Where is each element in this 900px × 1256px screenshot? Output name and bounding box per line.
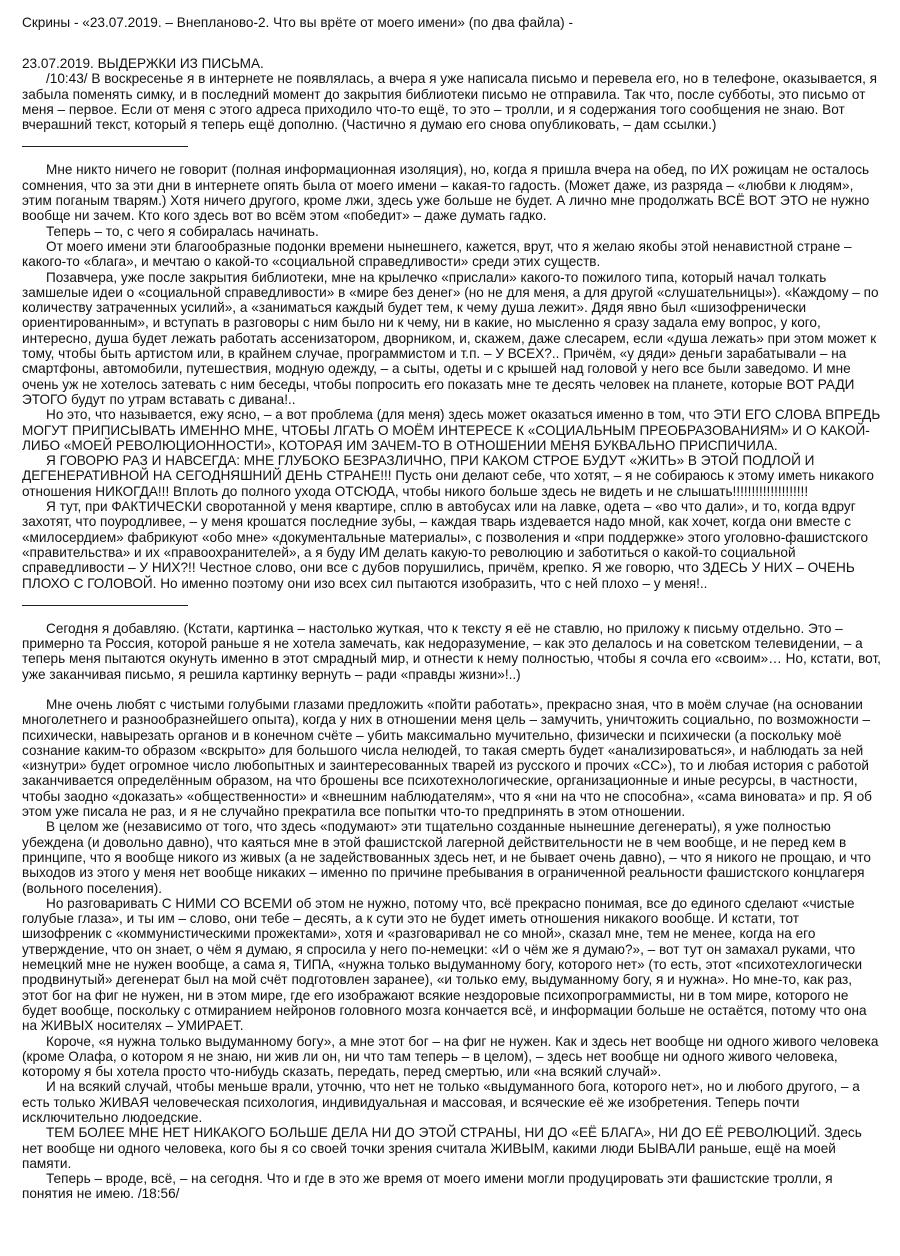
- paragraph-13: Короче, «я нужна только выдуманному богу», а мне этот бог – на фиг не нужен. Как и здесь нет вообще ни одного живого человека (кроме Олафа, о котором я не знаю, ни жив ли он, ни что там теперь – в целом), – здесь нет вообще ни одного живого человека, которому я бы хотела просто что-нибудь сказать, передать, перед смертью, или «на всякий случай».: [22, 1033, 879, 1080]
- paragraph-12: Но разговаривать С НИМИ СО ВСЕМИ об этом не нужно, потому что, всё прекрасно понимая, все до единого сделают «чистые голубые глаза», и ты им – слово, они тебе – десять, а к сути это не будет иметь отношения никакого вообще. И кстати, тот шизофреник с «коммунистическими прожектами», хотя и «разговаривал не со мной», сказал мне, тем не менее, когда на его утверждение, что он знает, о чём я думаю, я спросила у него по-немецки: «И о чём же я думаю?», – вот тут он замахал руками, что немецкий мне не нужен вообще, а сама я, ТИПА, «нужна только выдуманному богу, которого нет» (то есть, этот «психотехлогически продвинутый» дегенерат был на мой счёт подготовлен заранее), «и только ему, выдуманному богу, я и нужна». Но мне-то, как раз, этот бог на фиг не нужен, ни в этом мире, где его изображают всякие нездоровые психопрограммисты, ни в том мире, которого не будет вообще, поскольку с отмиранием нейронов головного мозга кончается всё, и информации больше не остаётся, потому что она на ЖИВЫХ носителях – УМИРАЕТ.: [22, 895, 867, 1034]
- section-divider: [22, 146, 188, 147]
- paragraph-9: Сегодня я добавляю. (Кстати, картинка – настолько жуткая, что к тексту я её не ставлю, но приложу к письму отдельно. Это – примерно та Россия, которой раньше я не хотела замечать, как недоразумение, – как это делалось и на советском телевидении, – а теперь меня пытаются окунуть именно в этот смрадный мир, и отнести к нему полностью, чтобы я сочла его «своим»… Но, кстати, вот, уже заканчивая письмо, я решила картинку вернуть – ради «правды жизни»!..): [22, 620, 881, 682]
- section-divider: [22, 605, 188, 606]
- paragraph-3: Теперь – то, с чего я собиралась начинать.: [46, 223, 319, 239]
- paragraph-4: От моего имени эти благообразные подонки времени нынешнего, кажется, врут, что я желаю якобы этой ненавистной стране – какого-то «блага», и мечтаю о какой-то «социальной справедливости» среди этих существ.: [22, 238, 852, 270]
- paragraph-1: /10:43/ В воскресенье я в интернете не появлялась, а вчера я уже написала письмо и перевела его, но в телефоне, оказывается, я забыла поменять симку, и в последний момент до закрытия библиотеки письмо не отправила. Так что, после субботы, это письмо от меня – первое. Если от меня с этого адреса приходило что-то ещё, то это – тролли, и я содержания того сообщения не знаю. Вот вчерашний текст, который я теперь ещё дополню. (Частично я думаю его снова опубликовать, – дам ссылки.): [22, 71, 878, 133]
- paragraph-7: Я ГОВОРЮ РАЗ И НАВСЕГДА: МНЕ ГЛУБОКО БЕЗРАЗЛИЧНО, ПРИ КАКОМ СТРОЕ БУДУТ «ЖИТЬ» В ЭТОЙ ПОДЛОЙ И ДЕГЕНЕРАТИВНОЙ НА СЕГОДНЯШНИЙ ДЕНЬ СТРАНЕ!!! Пусть они делают себе, что хотят, – я не собираюсь к этому иметь никакого отношения НИКОГДА!!! Вплоть до полного ухода ОТСЮДА, чтобы никого больше здесь не видеть и не слышать!!!!!!!!!!!!!!!!!!!!: [22, 453, 874, 499]
- paragraph-2: Мне никто ничего не говорит (полная информационная изоляция), но, когда я пришла вчера на обед, по ИХ рожицам не осталось сомнения, что за эти дни в интернете опять была от моего имени – какая-то гадость. (Может даже, из разряда – «любви к людям», этим поганым тварям.) Хотя ничего другого, кроме лжи, здесь уже больше не будет. А лично мне продолжать ВСЁ ВОТ ЭТО не нужно вообще ни зачем. Кто кого здесь вот во всём этом «победит» – даже думать гадко.: [22, 162, 870, 224]
- paragraph-8: Я тут, при ФАКТИЧЕСКИ своротанной у меня квартире, сплю в автобусах или на лавке, одета – «во что дали», и то, когда вдруг захотят, что поуродливее, – у меня крошатся последние зубы, – каждая тварь издевается надо мной, как хочет, когда они вместе с «милосердием» фабрикуют «обо мне» «документальные материалы», с позволения и «при поддержке» этого уголовно-фашистского «правительства» и их «правоохранителей», а я буду ИМ делать какую-то революцию и заботиться о какой-то социальной справедливости – У НИХ?!! Честное слово, они все с дубов порушились, причём, крепко. Я же говорю, что ЗДЕСЬ У НИХ – ОЧЕНЬ ПЛОХО С ГОЛОВОЙ. Но именно поэтому они изо всех сил пытаются изобразить, что с ней плохо – у меня!..: [22, 499, 869, 591]
- paragraph-15: ТЕМ БОЛЕЕ МНЕ НЕТ НИКАКОГО БОЛЬШЕ ДЕЛА НИ ДО ЭТОЙ СТРАНЫ, НИ ДО «ЕЁ БЛАГА», НИ ДО ЕЁ РЕВОЛЮЦИЙ. Здесь нет вообще ни одного человека, кого бы я со своей точки зрения считала ЖИВЫМ, какими люди БЫВАЛИ раньше, ещё на моей памяти.: [22, 1125, 862, 1171]
- paragraph-5: Позавчера, уже после закрытия библиотеки, мне на крылечко «прислали» какого-то пожилого типа, который начал толкать замшелые идеи о «социальной справедливости» в «мире без денег» (но не для меня, а для другой «слушательницы»). «Каждому – по количеству затраченных усилий», а «заниматься каждый будет тем, к чему душа лежит». Дядя явно был «шизофренически ориентированным», и вступать в разговоры с ним было ни к чему, ни в какие, но мысленно я сразу задала ему вопрос, у кого, интересно, душа будет лежать работать ассенизатором, дворником, и, скажем, даже слесарем, если «душа лежать» при этом может к тому, чтобы быть артистом или, в крайнем случае, программистом и т.п. – У ВСЕХ?.. Причём, «у дяди» деньги зарабатывали – на смартфоны, автомобили, путешествия, модную одежду, – а сыты, одеты и с крышей над головой у него все были заведомо. И мне очень уж не хотелось затевать с ним беседы, чтобы попросить его показать мне те десять человек на планете, которые ВОТ РАДИ ЭТОГО будут по утрам вставать с дивана!..: [22, 269, 879, 407]
- paragraph-14: И на всякий случай, чтобы меньше врали, уточню, что нет не только «выдуманного бога, которого нет», но и любого другого, – а есть только ЖИВАЯ человеческая психология, индивидуальная и массовая, и всяческие её же изобретения. Теперь почти исключительно людоедские.: [22, 1079, 860, 1125]
- paragraph-11: В целом же (независимо от того, что здесь «подумают» эти тщательно созданные нынешние дегенераты), я уже полностью убеждена (и довольно давно), что каяться мне в этой фашистской лагерной действительности не в чем вообще, и не перед кем в принципе, что я вообще никого из живых (а не задействованных здесь нет, и не бывает очень давно), – что я никого не прощаю, и что выходов из этого у меня нет вообще никаких – именно по причине пребывания в ограниченной реальности фашистского концлагеря (вольного поселения).: [22, 819, 871, 896]
- paragraph-gap: [22, 682, 882, 697]
- paragraph-6: Но это, что называется, ежу ясно, – а вот проблема (для меня) здесь может оказаться именно в том, что ЭТИ ЕГО СЛОВА ВПРЕДЬ МОГУТ ПРИПИСЫВАТЬ ИМЕННО МНЕ, ЧТОБЫ ЛГАТЬ О МОЁМ ИНТЕРЕСЕ К «СОЦИАЛЬНЫМ ПРЕОБРАЗОВАНИЯМ» И О КАКОЙ-ЛИБО «МОЕЙ РЕВОЛЮЦИОННОСТИ», КОТОРАЯ ИМ ЗАЧЕМ-ТО В ОТНОШЕНИИ МЕНЯ БУКВАЛЬНО ПРИСПИЧИЛА.: [22, 407, 881, 453]
- document-title: 23.07.2019. ВЫДЕРЖКИ ИЗ ПИСЬМА.: [22, 56, 264, 71]
- document-body: [22, 56, 882, 1202]
- paragraph-10: Мне очень любят с чистыми голубыми глазами предложить «пойти работать», прекрасно зная, что в моём случае (на основании многолетнего и разнообразнейшего опыта), когда у них в отношении меня цель – замучить, уничтожить социально, по возможности – психически, навырезать органов и в конечном счёте – убить максимально мучительно, физически и психически (а поскольку моё сознание каким-то образом «вскрыто» для большого числа нелюдей, то такая смерть будет «анализироваться», и наблюдать за ней «изнутри» будет огромное число любопытных и заинтересованных тварей из русского и прочих «СС»), то и любая история с работой заканчивается определённым образом, на что брошены все психотехнологические, организационные и иные ресурсы, в частности, чтобы заодно «доказать» «общественности» и «внешним наблюдателям», что я «ни на что не способна», «сама виновата» и пр. Я об этом уже писала не раз, и я не случайно прекратила все попытки что-то предпринять в этом отношении.: [22, 696, 872, 820]
- paragraph-16: Теперь – вроде, всё, – на сегодня. Что и где в это же время от моего имени могли продуцировать эти фашистские тролли, я понятия не имею. /18:56/: [22, 1171, 833, 1202]
- document-header: Скрины - «23.07.2019. – Внепланово-2. Что вы врёте от моего имени» (по два файла) -: [22, 15, 573, 30]
